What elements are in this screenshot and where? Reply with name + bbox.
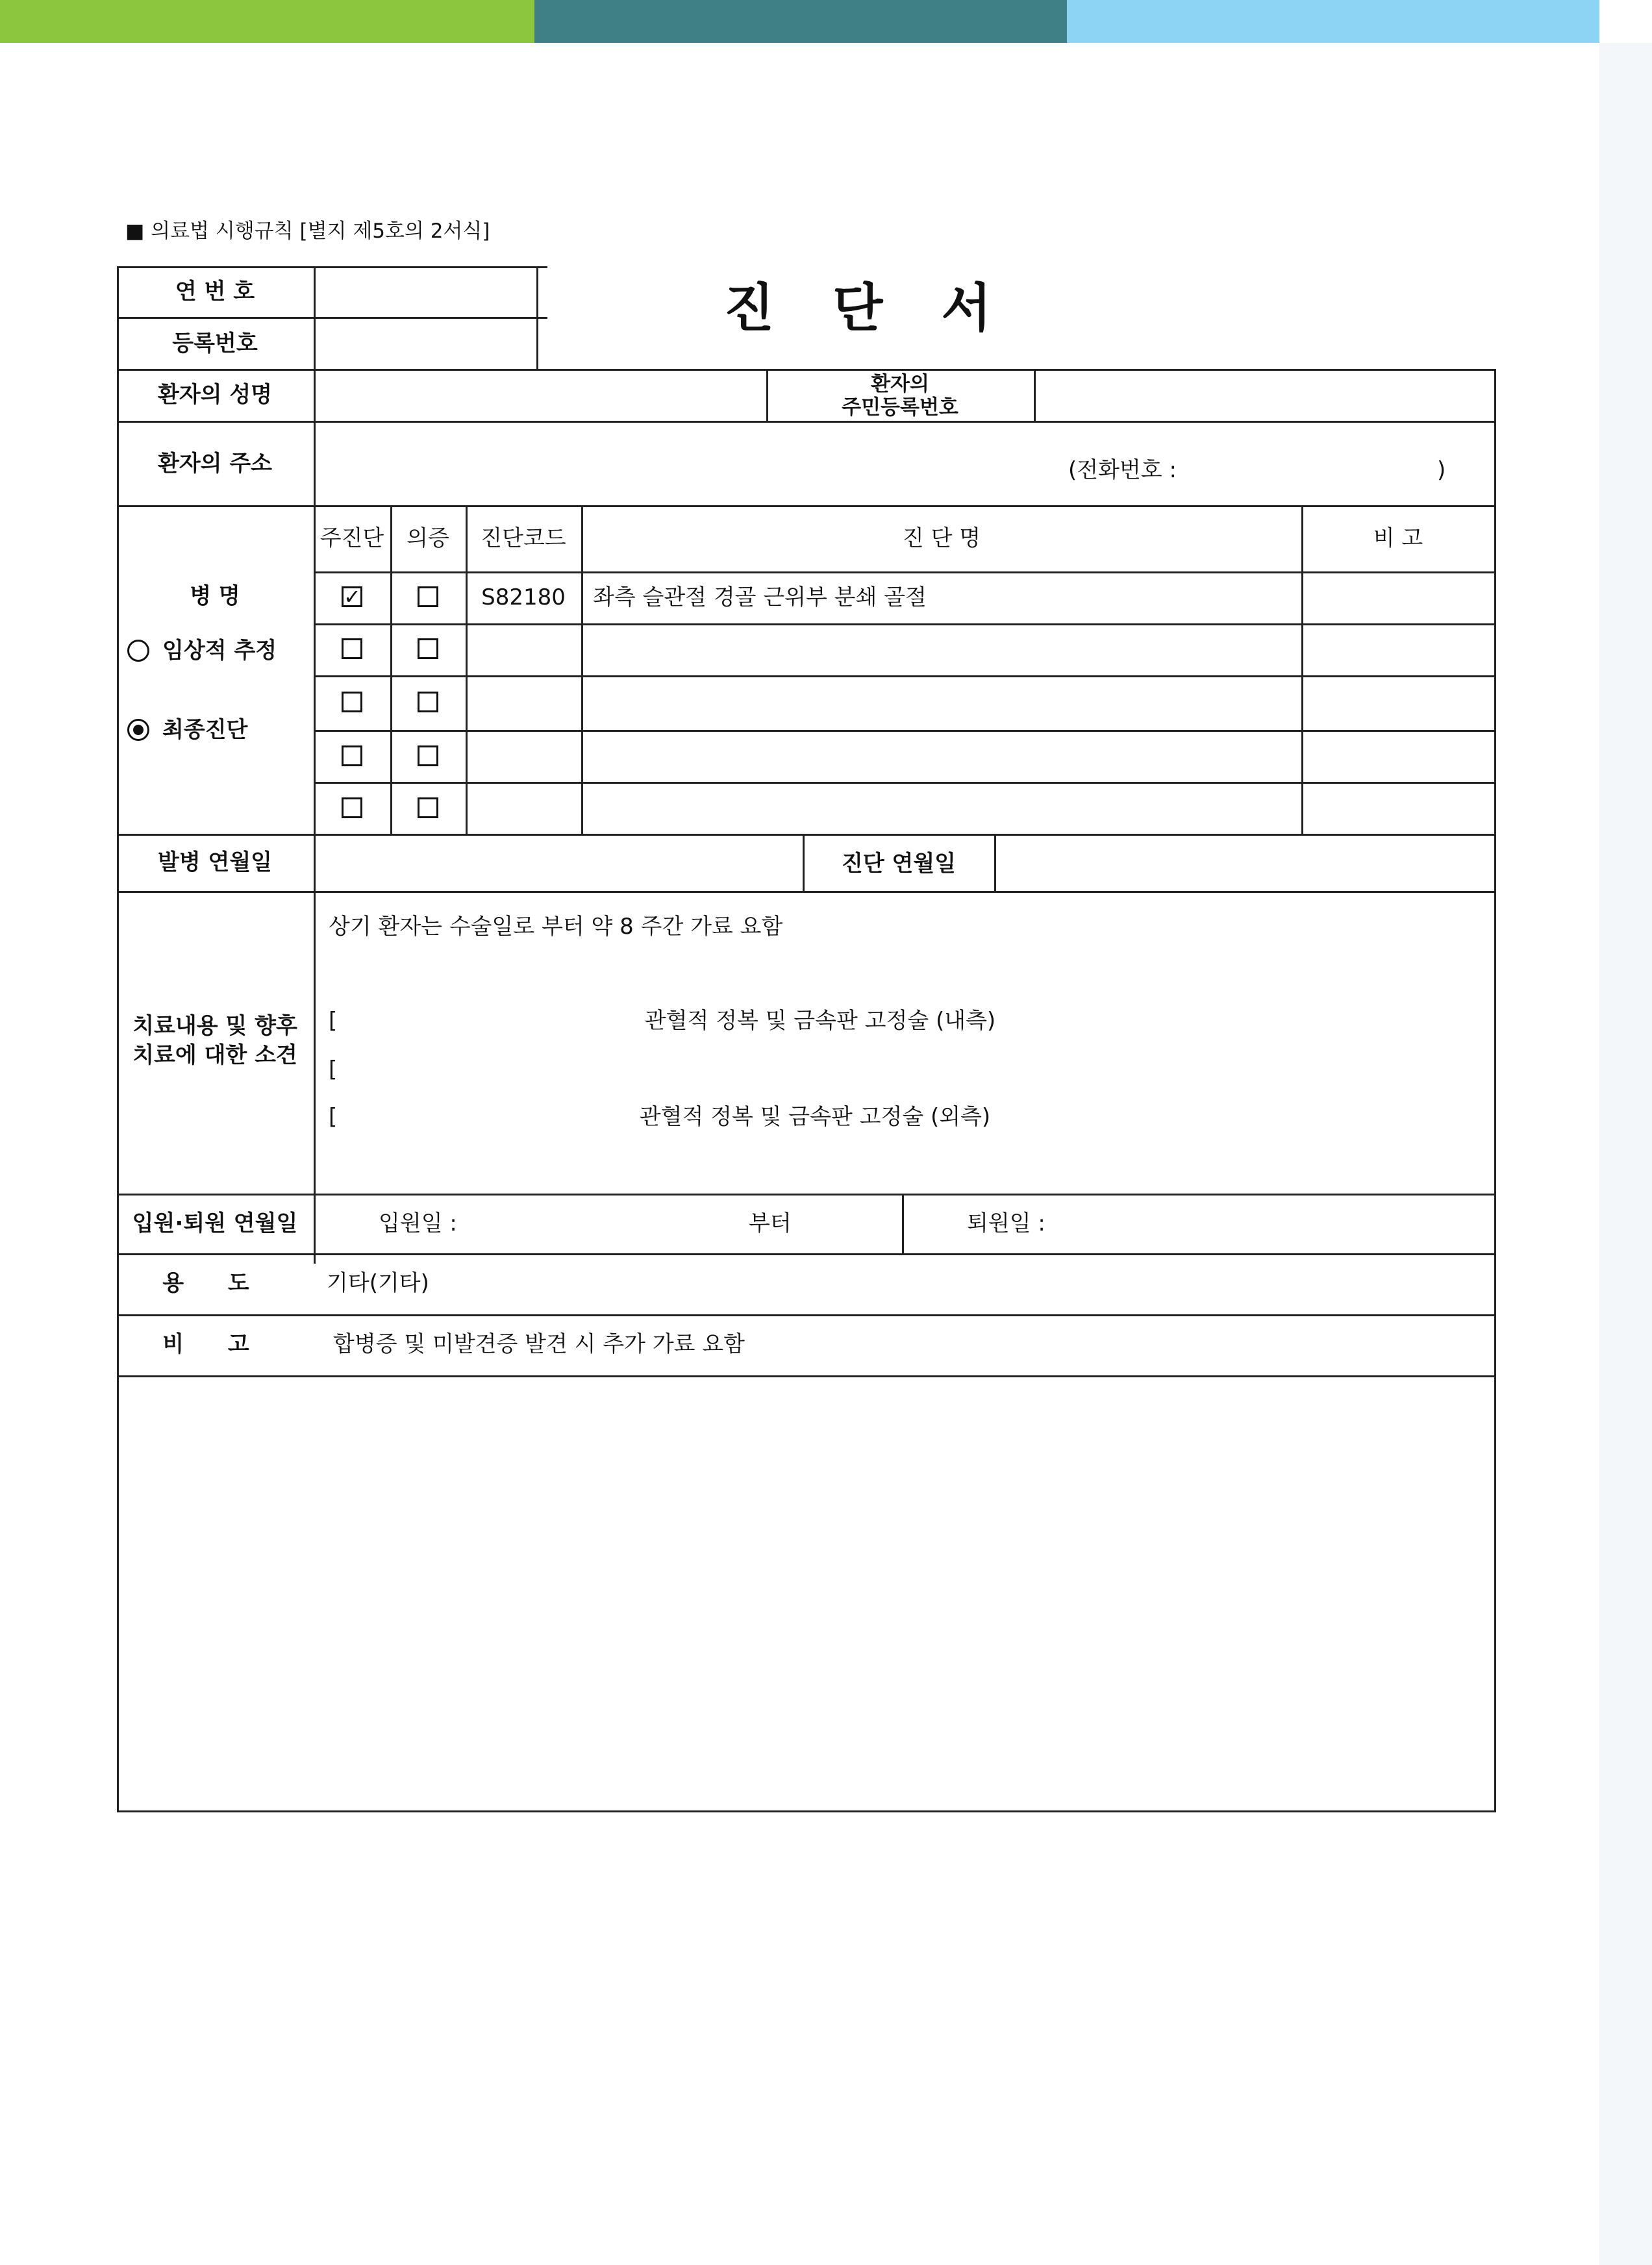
clinical-estimate-radio[interactable] [127,640,149,662]
row-line [117,834,1496,836]
treatment-line3: 관혈적 정복 및 금속판 고정술 (외측) [639,1104,991,1130]
main-dx-checkbox-row3[interactable] [342,692,362,712]
onset-date-label: 발병 연월일 [157,849,273,875]
admission-label: 입원·퇴원 연월일 [132,1210,298,1236]
treatment-line1: 상기 환자는 수술일로 부터 약 8 주간 가료 요함 [329,914,783,940]
col-line [581,507,583,834]
purpose-label: 용 도 [162,1270,268,1296]
col-line [1034,370,1036,422]
patient-id-label-2: 주민등록번호 [842,395,958,419]
remarks-value: 합병증 및 미발견증 발견 시 추가 가료 요함 [333,1331,745,1357]
col-line [314,370,316,1264]
bracket-3: [ [329,1104,338,1130]
dx-code-row1: S82180 [481,584,566,610]
row-line [314,571,1496,573]
row-line [314,730,1496,732]
col-line [902,1195,904,1255]
disease-label: 병 명 [190,583,240,609]
row-line [117,421,1496,423]
radio-selected-dot [133,725,144,735]
row-line [117,1375,1496,1377]
main-dx-checkbox-row4[interactable] [342,745,362,766]
col-line [314,266,316,370]
reg-no-label: 등록번호 [172,331,258,357]
header-main-dx: 주진단 [319,525,384,551]
row-line [117,1314,1496,1316]
document-title: 진단서 [724,277,1050,338]
treatment-label-1: 치료내용 및 향후 [132,1013,297,1039]
header-suspect: 의증 [407,525,449,551]
final-diagnosis-radio[interactable] [127,719,149,741]
bracket-2: [ [329,1057,338,1082]
suspect-checkbox-row1[interactable] [418,586,438,607]
top-color-bar-teal [534,0,1067,43]
frame-right-line [1494,370,1496,1812]
treatment-line2: 관혈적 정복 및 금속판 고정술 (내측) [644,1008,996,1034]
clinical-estimate-label: 임상적 추정 [162,638,277,664]
header-note: 비 고 [1373,525,1423,551]
discharge-label: 퇴원일 : [967,1210,1045,1236]
suspect-checkbox-row3[interactable] [418,692,438,712]
col-line [994,835,996,892]
main-dx-checkbox-row1[interactable]: ✓ [342,586,362,607]
row-line [117,1194,1496,1195]
col-line [1301,507,1303,834]
header-dx-name: 진 단 명 [902,525,981,551]
frame-left-line [117,266,119,1812]
final-diagnosis-label: 최종진단 [162,717,248,743]
main-dx-checkbox-row5[interactable] [342,797,362,818]
top-color-bar-green [0,0,534,43]
row-line [117,1253,1496,1255]
purpose-value: 기타(기타) [327,1270,429,1296]
bracket-1: [ [329,1008,338,1034]
phone-label: (전화번호 : [1068,457,1177,483]
col-line [466,507,468,834]
col-line [536,266,538,370]
col-line [390,507,392,834]
treatment-label-2: 치료에 대한 소견 [132,1042,297,1068]
top-color-bar-blue [1067,0,1599,43]
suspect-checkbox-row4[interactable] [418,745,438,766]
frame-top-line [117,266,547,268]
col-line [766,370,768,422]
dx-name-row1: 좌측 슬관절 경골 근위부 분쇄 골절 [593,584,927,610]
admission-until: 부터 [749,1210,792,1236]
admission-from: 입원일 : [379,1210,457,1236]
patient-name-label: 환자의 성명 [157,382,273,408]
header-dx-code: 진단코드 [481,525,566,551]
regulation-note: ■ 의료법 시행규칙 [별지 제5호의 2서식] [125,219,490,243]
row-line [314,782,1496,784]
main-dx-checkbox-row2[interactable] [342,638,362,659]
patient-address-label: 환자의 주소 [157,451,273,477]
row-line [117,317,547,319]
page-edge-strip [1599,43,1652,2265]
patient-id-label-1: 환자의 [871,372,929,396]
row-line [117,369,1496,371]
row-line [314,623,1496,625]
serial-no-label: 연 번 호 [175,279,255,305]
row-line [117,505,1496,507]
row-line [314,675,1496,677]
phone-close: ) [1437,457,1446,483]
col-line [803,835,805,892]
suspect-checkbox-row2[interactable] [418,638,438,659]
remarks-label: 비 고 [162,1331,268,1357]
suspect-checkbox-row5[interactable] [418,797,438,818]
diagnosis-date-label: 진단 연월일 [841,851,957,877]
row-line [117,891,1496,893]
frame-bottom-line [117,1810,1496,1812]
